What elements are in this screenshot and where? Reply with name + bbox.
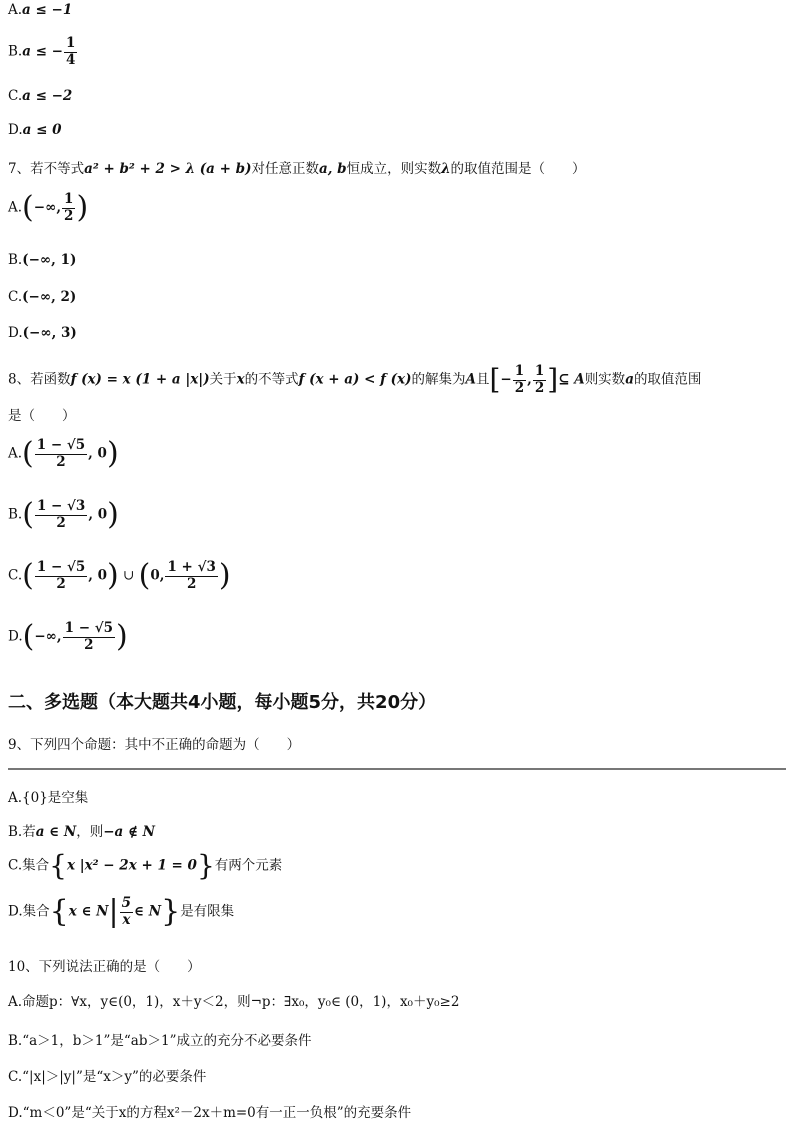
q9-option-c: C.集合{x |x² − 2x + 1 = 0}有两个元素	[8, 849, 283, 882]
q7-stem: 7、若不等式a² + b² + 2 > λ (a + b)对任意正数a, b恒成立，则实数λ的取值范围是（ ）	[8, 161, 586, 177]
q6-option-a: A.a ≤ −1	[8, 2, 73, 18]
q7-option-b: B.(−∞, 1)	[8, 252, 77, 268]
q6-option-b: B.a ≤ − $\frac{1}{4}$	[8, 35, 76, 68]
q8-option-d: D.(−∞, $\frac{1 - √5}{2}$ )	[8, 619, 128, 655]
divider	[8, 768, 786, 770]
q10-option-a: A.命题p：∀x，y∈(0，1)，x＋y＜2，则¬p：∃x₀，y₀∈ (0，1)，x₀＋y₀≥2	[8, 994, 460, 1010]
q9-option-d: D.集合{x ∈ N| $\frac{5}{x}$ ∈ N}是有限集	[8, 894, 235, 930]
q8-stem: 8、若函数f (x) = x (1 + a |x|)关于x的不等式f (x + a) < f (x)的解集为A且[− $\frac{1}{2}$ , $\frac{1}{2}$ ]⊆ A则实数a的取值范围	[8, 363, 702, 397]
q9-stem: 9、下列四个命题：其中不正确的命题为（ ）	[8, 737, 301, 753]
q8-option-a: A.( $\frac{1 - √5}{2}$ , 0)	[8, 436, 119, 472]
q6-option-c: C.a ≤ −2	[8, 88, 73, 104]
q8-stem-line2: 是（ ）	[8, 408, 76, 424]
section-title: 二、多选题（本大题共4小题，每小题5分，共20分）	[8, 692, 437, 713]
q7-option-a: A.(−∞, $\frac{1}{2}$ )	[8, 190, 89, 226]
q8-option-b: B.( $\frac{1 - √3}{2}$ , 0)	[8, 497, 119, 533]
q9-option-a: A.{0}是空集	[8, 790, 89, 806]
q7-option-c: C.(−∞, 2)	[8, 289, 77, 305]
q7-option-d: D.(−∞, 3)	[8, 325, 77, 341]
q6-option-d: D.a ≤ 0	[8, 122, 62, 138]
q10-stem: 10、下列说法正确的是（ ）	[8, 959, 201, 975]
q10-option-b: B.“a＞1，b＞1”是“ab＞1”成立的充分不必要条件	[8, 1033, 312, 1049]
q9-option-b: B.若a ∈ N，则−a ∉ N	[8, 824, 155, 840]
q10-option-c: C.“|x|＞|y|”是“x＞y”的必要条件	[8, 1069, 207, 1085]
q10-option-d: D.“m＜0”是“关于x的方程x²－2x＋m=0有一正一负根”的充要条件	[8, 1105, 412, 1121]
q8-option-c: C.( $\frac{1 - √5}{2}$ , 0) ∪ (0, $\frac{1 + √3}{2}$ )	[8, 558, 231, 594]
